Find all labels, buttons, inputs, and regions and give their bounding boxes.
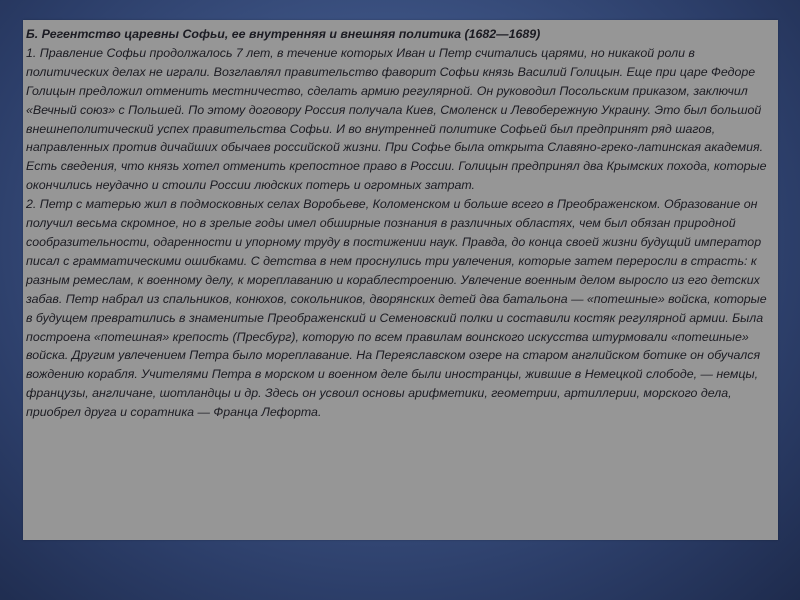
paragraph-1: 1. Правление Софьи продолжалось 7 лет, в течение которых Иван и Петр считались царями, но никакой роли в политических делах не играли. Возглавлял правительство фаворит Софьи князь Василий Голицын. Еще при царе Федоре Голицын предложил отменить местничество, сделать армию регулярной. Он руководил Посольским приказом, заключил «Вечный союз» с Польшей. По этому договору Россия получала Киев, Смоленск и Левобережную Украину. Это был большой внешнеполитический успех правительства Софьи. И во внутренней политике Софьей был предпринят ряд шагов, направленных против дичайших обычаев российской жизни. При Софье была открыта Славяно-греко-латинская академия. Есть сведения, что князь хотел отменить крепостное право в России. Голицын предпринял два Крымских похода, которые окончились неудачно и стоили России людских потерь и огромных затрат. <box>26 45 767 193</box>
slide-heading: Б. Регентство царевны Софьи, ее внутренняя и внешняя политика (1682—1689) <box>26 27 541 41</box>
paragraph-2: 2. Петр с матерью жил в подмосковных селах Воробьеве, Коломенском и больше всего в Преображенском. Образование он получил весьма скромное, но в зрелые годы имел обширные познания в различных областях, чем был обязан природной сообразительности, одаренности и упорному труду в постижении наук. Правда, до конца своей жизни будущий император писал с грамматическими ошибками. С детства в нем проснулись три увлечения, которые затем переросли в страсть: к разным ремеслам, к военному делу, к мореплаванию и кораблестроению. Увлечение военным делом выросло из его детских забав. Петр набрал из спальников, конюхов, сокольников, дворянских детей два батальона — «потешные» войска, которые в будущем превратились в знаменитые Преображенский и Семеновский полки и составили костяк регулярной армии. Была построена «потешная» крепость (Пресбург), которую по всем правилам воинского искусства штурмовали «потешные» войска. Другим увлечением Петра было мореплавание. На Переяславском озере на старом английском ботике он обучался вождению корабля. Учителями Петра в морском и военном деле были иностранцы, жившие в Немецкой слободе, — немцы, французы, англичане, шотландцы и др. Здесь он усвоил основы арифметики, геометрии, артиллерии, морского дела, приобрел друга и соратника — Франца Лефорта. <box>26 197 767 420</box>
text-panel <box>23 20 778 540</box>
